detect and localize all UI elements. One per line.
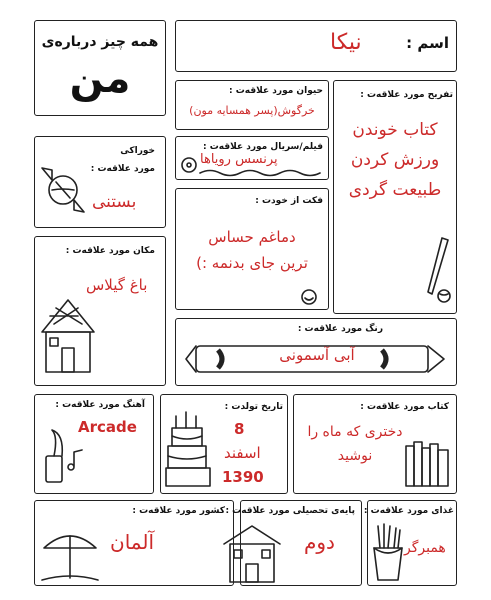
place-value: باغ گیلاس <box>86 276 148 294</box>
beach-umbrella-icon <box>40 528 100 584</box>
book-value-2: نوشید <box>337 448 373 464</box>
title-line1: همه چیز درباره‌ی <box>41 34 159 50</box>
fact-value-1: دماغم حساس <box>208 228 296 246</box>
place-label: مکان مورد علاقه‌ت : <box>65 246 155 256</box>
house-icon <box>38 292 98 376</box>
movie-value: پرنسس رویاها <box>200 152 278 167</box>
meal-value: همبرگر <box>404 540 446 556</box>
hobby-label: تفریح مورد علاقه‌ت : <box>360 90 453 100</box>
birthday-month: اسفند <box>224 444 261 462</box>
book-value-1: دختری که ماه را <box>307 424 403 440</box>
smiley-icon <box>300 288 318 306</box>
film-icon <box>180 156 200 176</box>
birthday-label: تاریخ تولدت : <box>224 402 283 412</box>
school-icon <box>222 522 282 584</box>
title-line2: من <box>69 56 131 102</box>
hobby-value-1: کتاب خوندن <box>352 120 438 140</box>
grade-value: دوم <box>304 530 335 554</box>
meal-label: غذای مورد علاقه‌ت : <box>363 506 454 516</box>
movie-label: فیلم/سریال مورد علاقه‌ت : <box>203 142 323 152</box>
fact-value-2: ترین جای بدنمه :) <box>196 254 308 272</box>
song-label: آهنگ مورد علاقه‌ت : <box>55 400 145 410</box>
birthday-cake-icon <box>166 408 216 490</box>
country-value: آلمان <box>110 530 154 554</box>
french-fries-icon <box>372 522 406 582</box>
candy-icon <box>38 160 88 220</box>
wavy-line-icon <box>200 168 320 178</box>
color-value: آبی آسمونی <box>279 346 355 364</box>
books-icon <box>404 440 454 488</box>
food-label-line1: خوراکی <box>120 146 155 156</box>
book-label: کتاب مورد علاقه‌ت : <box>360 402 449 412</box>
fact-label: فکت از خودت : <box>255 196 323 206</box>
grade-label: پایه‌ی تحصیلی مورد علاقه‌ت : <box>225 506 355 516</box>
name-label: اسم : <box>406 34 449 52</box>
baseball-bat-icon <box>420 234 460 306</box>
birthday-year: 1390 <box>222 468 264 486</box>
food-label-line2: مورد علاقه‌ت : <box>90 164 155 174</box>
hobby-value-3: طبیعت گردی <box>348 180 442 200</box>
color-label: رنگ مورد علاقه‌ت : <box>297 324 383 334</box>
animal-label: حیوان مورد علاقه‌ت : <box>229 86 323 96</box>
birthday-day: 8 <box>234 420 245 438</box>
animal-value: خرگوش(پسر همسایه مون) <box>189 104 315 117</box>
food-value: بستنی <box>92 192 137 212</box>
song-value: Arcade <box>78 418 137 436</box>
name-value: نیکا <box>330 30 362 55</box>
hobby-value-2: ورزش کردن <box>350 150 440 170</box>
music-player-icon <box>40 426 96 490</box>
country-label: کشور مورد علاقه‌ت : <box>132 506 225 516</box>
